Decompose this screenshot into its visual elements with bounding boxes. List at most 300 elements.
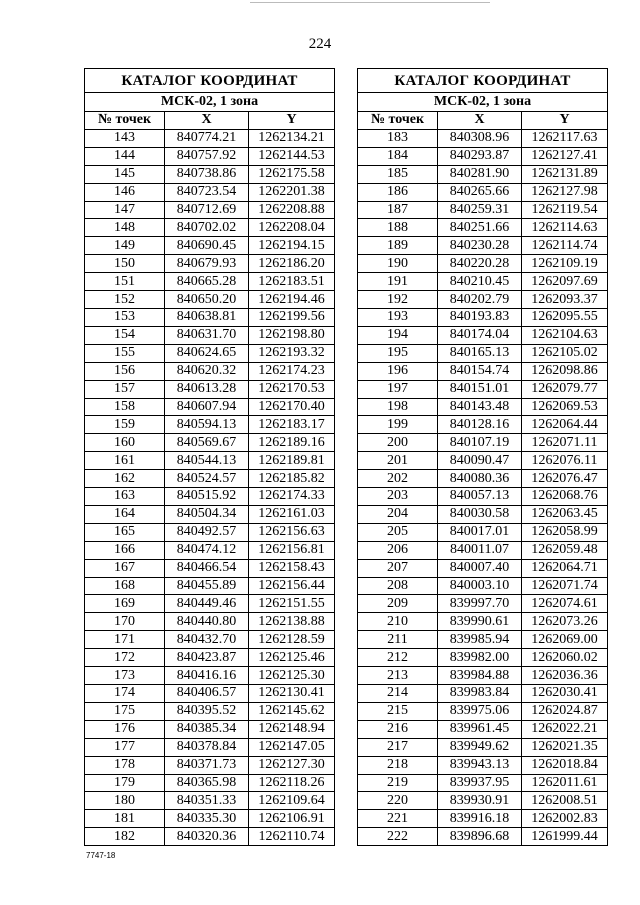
y-coordinate-cell: 1262079.77: [522, 380, 608, 398]
point-number-cell: 157: [85, 380, 165, 398]
y-coordinate-cell: 1262174.23: [249, 362, 335, 380]
table-row: [85, 541, 335, 559]
point-number-cell: 221: [358, 810, 438, 828]
y-coordinate-cell: 1262161.03: [249, 505, 335, 523]
x-coordinate-cell: 840524.57: [165, 470, 249, 488]
point-number-cell: 205: [358, 523, 438, 541]
table-row: [85, 398, 335, 416]
x-coordinate-cell: 840650.20: [165, 291, 249, 309]
table-row: [85, 434, 335, 452]
table-row: [85, 595, 335, 613]
y-coordinate-cell: 1262119.54: [522, 201, 608, 219]
y-coordinate-cell: 1262073.26: [522, 613, 608, 631]
table-row: [358, 326, 608, 344]
y-coordinate-cell: 1262095.55: [522, 308, 608, 326]
point-number-cell: 159: [85, 416, 165, 434]
y-coordinate-cell: 1262127.41: [522, 147, 608, 165]
y-coordinate-cell: 1262024.87: [522, 702, 608, 720]
point-number-cell: 158: [85, 398, 165, 416]
table-row: [358, 273, 608, 291]
y-coordinate-cell: 1262138.88: [249, 613, 335, 631]
y-coordinate-cell: 1262199.56: [249, 308, 335, 326]
y-coordinate-cell: 1262145.62: [249, 702, 335, 720]
y-coordinate-cell: 1262144.53: [249, 147, 335, 165]
table-row: [85, 738, 335, 756]
table-row: [85, 183, 335, 201]
x-coordinate-cell: 840607.94: [165, 398, 249, 416]
y-coordinate-cell: 1262148.94: [249, 720, 335, 738]
point-number-cell: 156: [85, 362, 165, 380]
point-number-cell: 190: [358, 255, 438, 273]
table-row: [85, 559, 335, 577]
table-row: [358, 631, 608, 649]
table-row: [85, 380, 335, 398]
table-row: [358, 792, 608, 810]
x-coordinate-cell: 839930.91: [438, 792, 522, 810]
table-row: [85, 470, 335, 488]
table-row: [85, 828, 335, 846]
point-number-cell: 148: [85, 219, 165, 237]
table-row: [85, 774, 335, 792]
point-number-cell: 184: [358, 147, 438, 165]
table-row: [85, 649, 335, 667]
table-row: [358, 828, 608, 846]
point-number-cell: 150: [85, 255, 165, 273]
table-row: [85, 667, 335, 685]
x-coordinate-cell: 839985.94: [438, 631, 522, 649]
table-title: КАТАЛОГ КООРДИНАТ: [358, 69, 608, 93]
table-row: [358, 559, 608, 577]
table-row: [358, 505, 608, 523]
y-coordinate-cell: 1262022.21: [522, 720, 608, 738]
x-coordinate-cell: 840455.89: [165, 577, 249, 595]
x-coordinate-cell: 840265.66: [438, 183, 522, 201]
table-row: [358, 201, 608, 219]
point-number-cell: 170: [85, 613, 165, 631]
point-number-cell: 152: [85, 291, 165, 309]
column-header-y: Y: [249, 112, 335, 130]
table-row: [358, 183, 608, 201]
x-coordinate-cell: 840143.48: [438, 398, 522, 416]
x-coordinate-cell: 839916.18: [438, 810, 522, 828]
table-row: [358, 613, 608, 631]
y-coordinate-cell: 1262208.04: [249, 219, 335, 237]
column-header-point-number: № точек: [85, 112, 165, 130]
y-coordinate-cell: 1262208.88: [249, 201, 335, 219]
point-number-cell: 169: [85, 595, 165, 613]
coordinate-catalog-table-right: [357, 68, 608, 846]
point-number-cell: 214: [358, 685, 438, 703]
point-number-cell: 146: [85, 183, 165, 201]
x-coordinate-cell: 840080.36: [438, 470, 522, 488]
x-coordinate-cell: 840406.57: [165, 685, 249, 703]
point-number-cell: 185: [358, 165, 438, 183]
point-number-cell: 204: [358, 505, 438, 523]
table-row: [85, 129, 335, 147]
point-number-cell: 208: [358, 577, 438, 595]
point-number-cell: 207: [358, 559, 438, 577]
point-number-cell: 167: [85, 559, 165, 577]
y-coordinate-cell: 1262198.80: [249, 326, 335, 344]
table-row: [85, 237, 335, 255]
point-number-cell: 213: [358, 667, 438, 685]
x-coordinate-cell: 840631.70: [165, 326, 249, 344]
point-number-cell: 220: [358, 792, 438, 810]
y-coordinate-cell: 1262134.21: [249, 129, 335, 147]
table-row: [358, 470, 608, 488]
y-coordinate-cell: 1262110.74: [249, 828, 335, 846]
document-code: 7747-18: [86, 851, 116, 860]
y-coordinate-cell: 1262174.33: [249, 488, 335, 506]
y-coordinate-cell: 1261999.44: [522, 828, 608, 846]
point-number-cell: 198: [358, 398, 438, 416]
point-number-cell: 166: [85, 541, 165, 559]
table-row: [85, 308, 335, 326]
x-coordinate-cell: 840594.13: [165, 416, 249, 434]
point-number-cell: 161: [85, 452, 165, 470]
y-coordinate-cell: 1262104.63: [522, 326, 608, 344]
y-coordinate-cell: 1262021.35: [522, 738, 608, 756]
x-coordinate-cell: 839949.62: [438, 738, 522, 756]
table-subtitle: МСК-02, 1 зона: [358, 93, 608, 112]
table-row: [358, 523, 608, 541]
y-coordinate-cell: 1262093.37: [522, 291, 608, 309]
table-row: [358, 147, 608, 165]
point-number-cell: 178: [85, 756, 165, 774]
point-number-cell: 197: [358, 380, 438, 398]
y-coordinate-cell: 1262156.63: [249, 523, 335, 541]
x-coordinate-cell: 840449.46: [165, 595, 249, 613]
point-number-cell: 217: [358, 738, 438, 756]
column-header-x: X: [438, 112, 522, 130]
point-number-cell: 177: [85, 738, 165, 756]
table-row: [358, 362, 608, 380]
point-number-cell: 144: [85, 147, 165, 165]
point-number-cell: 210: [358, 613, 438, 631]
x-coordinate-cell: 839984.88: [438, 667, 522, 685]
y-coordinate-cell: 1262105.02: [522, 344, 608, 362]
y-coordinate-cell: 1262183.17: [249, 416, 335, 434]
table-row: [85, 201, 335, 219]
y-coordinate-cell: 1262068.76: [522, 488, 608, 506]
point-number-cell: 195: [358, 344, 438, 362]
x-coordinate-cell: 839975.06: [438, 702, 522, 720]
table-row: [85, 255, 335, 273]
table-row: [85, 720, 335, 738]
x-coordinate-cell: 840320.36: [165, 828, 249, 846]
x-coordinate-cell: 840193.83: [438, 308, 522, 326]
y-coordinate-cell: 1262098.86: [522, 362, 608, 380]
x-coordinate-cell: 840613.28: [165, 380, 249, 398]
x-coordinate-cell: 840057.13: [438, 488, 522, 506]
point-number-cell: 218: [358, 756, 438, 774]
y-coordinate-cell: 1262074.61: [522, 595, 608, 613]
point-number-cell: 181: [85, 810, 165, 828]
x-coordinate-cell: 840335.30: [165, 810, 249, 828]
x-coordinate-cell: 839997.70: [438, 595, 522, 613]
x-coordinate-cell: 840003.10: [438, 577, 522, 595]
x-coordinate-cell: 840007.40: [438, 559, 522, 577]
y-coordinate-cell: 1262194.15: [249, 237, 335, 255]
point-number-cell: 206: [358, 541, 438, 559]
x-coordinate-cell: 840620.32: [165, 362, 249, 380]
y-coordinate-cell: 1262194.46: [249, 291, 335, 309]
y-coordinate-cell: 1262011.61: [522, 774, 608, 792]
x-coordinate-cell: 840544.13: [165, 452, 249, 470]
y-coordinate-cell: 1262114.63: [522, 219, 608, 237]
y-coordinate-cell: 1262175.58: [249, 165, 335, 183]
table-row: [85, 756, 335, 774]
point-number-cell: 196: [358, 362, 438, 380]
table-row: [358, 577, 608, 595]
x-coordinate-cell: 840738.86: [165, 165, 249, 183]
x-coordinate-cell: 840259.31: [438, 201, 522, 219]
x-coordinate-cell: 840293.87: [438, 147, 522, 165]
x-coordinate-cell: 840416.16: [165, 667, 249, 685]
point-number-cell: 182: [85, 828, 165, 846]
y-coordinate-cell: 1262030.41: [522, 685, 608, 703]
x-coordinate-cell: 840230.28: [438, 237, 522, 255]
x-coordinate-cell: 840308.96: [438, 129, 522, 147]
table-row: [85, 416, 335, 434]
point-number-cell: 199: [358, 416, 438, 434]
x-coordinate-cell: 839943.13: [438, 756, 522, 774]
y-coordinate-cell: 1262147.05: [249, 738, 335, 756]
y-coordinate-cell: 1262058.99: [522, 523, 608, 541]
y-coordinate-cell: 1262127.30: [249, 756, 335, 774]
y-coordinate-cell: 1262128.59: [249, 631, 335, 649]
y-coordinate-cell: 1262193.32: [249, 344, 335, 362]
x-coordinate-cell: 840365.98: [165, 774, 249, 792]
point-number-cell: 215: [358, 702, 438, 720]
y-coordinate-cell: 1262183.51: [249, 273, 335, 291]
point-number-cell: 187: [358, 201, 438, 219]
coordinate-catalog-table-left: [84, 68, 335, 846]
y-coordinate-cell: 1262125.46: [249, 649, 335, 667]
point-number-cell: 149: [85, 237, 165, 255]
table-row: [85, 165, 335, 183]
table-row: [85, 326, 335, 344]
y-coordinate-cell: 1262018.84: [522, 756, 608, 774]
y-coordinate-cell: 1262156.81: [249, 541, 335, 559]
point-number-cell: 202: [358, 470, 438, 488]
table-row: [85, 291, 335, 309]
point-number-cell: 179: [85, 774, 165, 792]
y-coordinate-cell: 1262170.40: [249, 398, 335, 416]
y-coordinate-cell: 1262063.45: [522, 505, 608, 523]
x-coordinate-cell: 840624.65: [165, 344, 249, 362]
table-row: [358, 165, 608, 183]
y-coordinate-cell: 1262156.44: [249, 577, 335, 595]
x-coordinate-cell: 840385.34: [165, 720, 249, 738]
table-row: [85, 792, 335, 810]
table-row: [358, 649, 608, 667]
point-number-cell: 183: [358, 129, 438, 147]
table-row: [358, 237, 608, 255]
x-coordinate-cell: 840210.45: [438, 273, 522, 291]
y-coordinate-cell: 1262125.30: [249, 667, 335, 685]
x-coordinate-cell: 840395.52: [165, 702, 249, 720]
point-number-cell: 194: [358, 326, 438, 344]
table-row: [358, 488, 608, 506]
point-number-cell: 154: [85, 326, 165, 344]
x-coordinate-cell: 840569.67: [165, 434, 249, 452]
table-row: [358, 667, 608, 685]
point-number-cell: 222: [358, 828, 438, 846]
x-coordinate-cell: 839990.61: [438, 613, 522, 631]
x-coordinate-cell: 840440.80: [165, 613, 249, 631]
point-number-cell: 174: [85, 685, 165, 703]
table-row: [85, 362, 335, 380]
y-coordinate-cell: 1262170.53: [249, 380, 335, 398]
y-coordinate-cell: 1262069.53: [522, 398, 608, 416]
point-number-cell: 192: [358, 291, 438, 309]
table-row: [85, 273, 335, 291]
table-row: [358, 344, 608, 362]
table-row: [85, 685, 335, 703]
y-coordinate-cell: 1262201.38: [249, 183, 335, 201]
y-coordinate-cell: 1262151.55: [249, 595, 335, 613]
point-number-cell: 160: [85, 434, 165, 452]
y-coordinate-cell: 1262118.26: [249, 774, 335, 792]
x-coordinate-cell: 840723.54: [165, 183, 249, 201]
point-number-cell: 162: [85, 470, 165, 488]
table-row: [358, 756, 608, 774]
x-coordinate-cell: 840220.28: [438, 255, 522, 273]
table-body: [85, 129, 335, 845]
column-header-x: X: [165, 112, 249, 130]
table-row: [358, 720, 608, 738]
y-coordinate-cell: 1262060.02: [522, 649, 608, 667]
point-number-cell: 172: [85, 649, 165, 667]
point-number-cell: 189: [358, 237, 438, 255]
x-coordinate-cell: 840174.04: [438, 326, 522, 344]
x-coordinate-cell: 840030.58: [438, 505, 522, 523]
point-number-cell: 163: [85, 488, 165, 506]
point-number-cell: 180: [85, 792, 165, 810]
table-row: [85, 577, 335, 595]
table-row: [358, 219, 608, 237]
point-number-cell: 216: [358, 720, 438, 738]
point-number-cell: 211: [358, 631, 438, 649]
y-coordinate-cell: 1262109.19: [522, 255, 608, 273]
point-number-cell: 212: [358, 649, 438, 667]
x-coordinate-cell: 840690.45: [165, 237, 249, 255]
point-number-cell: 164: [85, 505, 165, 523]
point-number-cell: 171: [85, 631, 165, 649]
table-row: [85, 523, 335, 541]
x-coordinate-cell: 840515.92: [165, 488, 249, 506]
x-coordinate-cell: 840712.69: [165, 201, 249, 219]
column-header-point-number: № точек: [358, 112, 438, 130]
y-coordinate-cell: 1262189.81: [249, 452, 335, 470]
table-row: [358, 810, 608, 828]
x-coordinate-cell: 840371.73: [165, 756, 249, 774]
point-number-cell: 147: [85, 201, 165, 219]
x-coordinate-cell: 840774.21: [165, 129, 249, 147]
y-coordinate-cell: 1262127.98: [522, 183, 608, 201]
x-coordinate-cell: 840474.12: [165, 541, 249, 559]
y-coordinate-cell: 1262097.69: [522, 273, 608, 291]
table-row: [85, 702, 335, 720]
point-number-cell: 191: [358, 273, 438, 291]
table-row: [85, 219, 335, 237]
y-coordinate-cell: 1262109.64: [249, 792, 335, 810]
table-row: [358, 434, 608, 452]
point-number-cell: 209: [358, 595, 438, 613]
y-coordinate-cell: 1262059.48: [522, 541, 608, 559]
x-coordinate-cell: 840281.90: [438, 165, 522, 183]
y-coordinate-cell: 1262071.74: [522, 577, 608, 595]
table-row: [358, 291, 608, 309]
x-coordinate-cell: 840165.13: [438, 344, 522, 362]
x-coordinate-cell: 840090.47: [438, 452, 522, 470]
x-coordinate-cell: 839937.95: [438, 774, 522, 792]
x-coordinate-cell: 840107.19: [438, 434, 522, 452]
x-coordinate-cell: 840432.70: [165, 631, 249, 649]
point-number-cell: 168: [85, 577, 165, 595]
table-row: [358, 595, 608, 613]
point-number-cell: 201: [358, 452, 438, 470]
x-coordinate-cell: 840151.01: [438, 380, 522, 398]
y-coordinate-cell: 1262117.63: [522, 129, 608, 147]
y-coordinate-cell: 1262071.11: [522, 434, 608, 452]
x-coordinate-cell: 840251.66: [438, 219, 522, 237]
point-number-cell: 175: [85, 702, 165, 720]
x-coordinate-cell: 840017.01: [438, 523, 522, 541]
point-number-cell: 176: [85, 720, 165, 738]
y-coordinate-cell: 1262076.11: [522, 452, 608, 470]
table-row: [358, 702, 608, 720]
y-coordinate-cell: 1262185.82: [249, 470, 335, 488]
point-number-cell: 203: [358, 488, 438, 506]
point-number-cell: 165: [85, 523, 165, 541]
column-header-y: Y: [522, 112, 608, 130]
point-number-cell: 151: [85, 273, 165, 291]
point-number-cell: 219: [358, 774, 438, 792]
table-row: [358, 398, 608, 416]
y-coordinate-cell: 1262131.89: [522, 165, 608, 183]
table-subtitle: МСК-02, 1 зона: [85, 93, 335, 112]
top-rule: [250, 2, 490, 3]
x-coordinate-cell: 840202.79: [438, 291, 522, 309]
x-coordinate-cell: 840378.84: [165, 738, 249, 756]
x-coordinate-cell: 840702.02: [165, 219, 249, 237]
table-row: [358, 308, 608, 326]
x-coordinate-cell: 840492.57: [165, 523, 249, 541]
point-number-cell: 145: [85, 165, 165, 183]
point-number-cell: 200: [358, 434, 438, 452]
table-row: [85, 452, 335, 470]
table-row: [85, 810, 335, 828]
point-number-cell: 153: [85, 308, 165, 326]
x-coordinate-cell: 840351.33: [165, 792, 249, 810]
point-number-cell: 186: [358, 183, 438, 201]
table-row: [85, 631, 335, 649]
table-row: [85, 613, 335, 631]
x-coordinate-cell: 840504.34: [165, 505, 249, 523]
x-coordinate-cell: 839896.68: [438, 828, 522, 846]
table-row: [358, 255, 608, 273]
y-coordinate-cell: 1262076.47: [522, 470, 608, 488]
x-coordinate-cell: 840154.74: [438, 362, 522, 380]
page-number: 224: [308, 36, 332, 52]
y-coordinate-cell: 1262130.41: [249, 685, 335, 703]
table-row: [358, 452, 608, 470]
x-coordinate-cell: 840423.87: [165, 649, 249, 667]
x-coordinate-cell: 840128.16: [438, 416, 522, 434]
y-coordinate-cell: 1262064.71: [522, 559, 608, 577]
